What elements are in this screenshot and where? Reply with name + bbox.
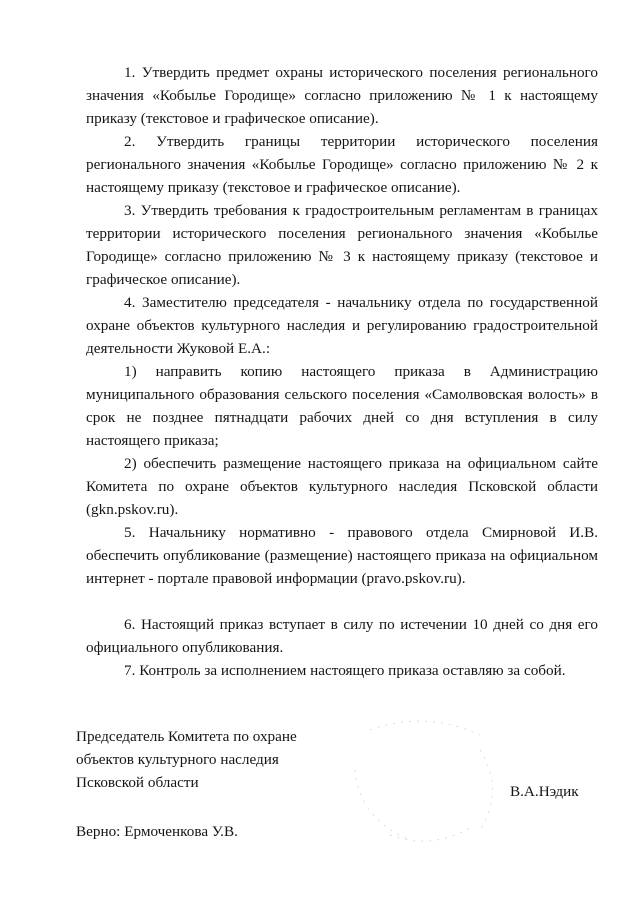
item-4-subitem-1: 1) направить копию настоящего приказа в Администрацию муниципального образования сельского поселения «Самолвовская волость» в срок не позднее пятнадцати рабочих дней со дня вступления в силу настоящего приказа;	[86, 363, 598, 449]
item-4: 4. Заместителю председателя - начальнику отдела по государственной охране объектов культурного наследия и регулированию градостроительной деятельности Жуковой Е.А.:	[86, 294, 598, 357]
item-2: 2. Утвердить границы территории исторического поселения регионального значения «Кобылье Городище» согласно приложению № 2 к настоящему приказу (текстовое и графическое описание).	[86, 133, 598, 196]
item-7: 7. Контроль за исполнением настоящего приказа оставляю за собой.	[124, 662, 566, 679]
signature-title-line-2: объектов культурного наследия	[76, 751, 279, 768]
certification-line: Верно: Ермоченкова У.В.	[76, 823, 238, 840]
signature-title-line-1: Председатель Комитета по охране	[76, 728, 297, 745]
item-6: 6. Настоящий приказ вступает в силу по истечении 10 дней со дня его официального опубликования.	[86, 616, 598, 656]
item-5: 5. Начальнику нормативно - правового отдела Смирновой И.В. обеспечить опубликование (размещение) настоящего приказа на официальном интернет - портале правовой информации (pravo.pskov.ru).	[86, 524, 598, 587]
faint-stamp-mark	[330, 710, 520, 850]
item-4-subitem-2: 2) обеспечить размещение настоящего приказа на официальном сайте Комитета по охране объектов культурного наследия Псковской области (gkn.pskov.ru).	[86, 455, 598, 518]
item-3: 3. Утвердить требования к градостроительным регламентам в границах территории исторического поселения регионального значения «Кобылье Городище» согласно приложению № 3 к настоящему приказу (текстовое и графическое описание).	[86, 202, 598, 288]
signatory-name: В.А.Нэдик	[510, 783, 579, 800]
item-1: 1. Утвердить предмет охраны исторического поселения регионального значения «Кобылье Городище» согласно приложению № 1 к настоящему приказу (текстовое и графическое описание).	[86, 64, 598, 127]
signature-title-line-3: Псковской области	[76, 774, 199, 791]
